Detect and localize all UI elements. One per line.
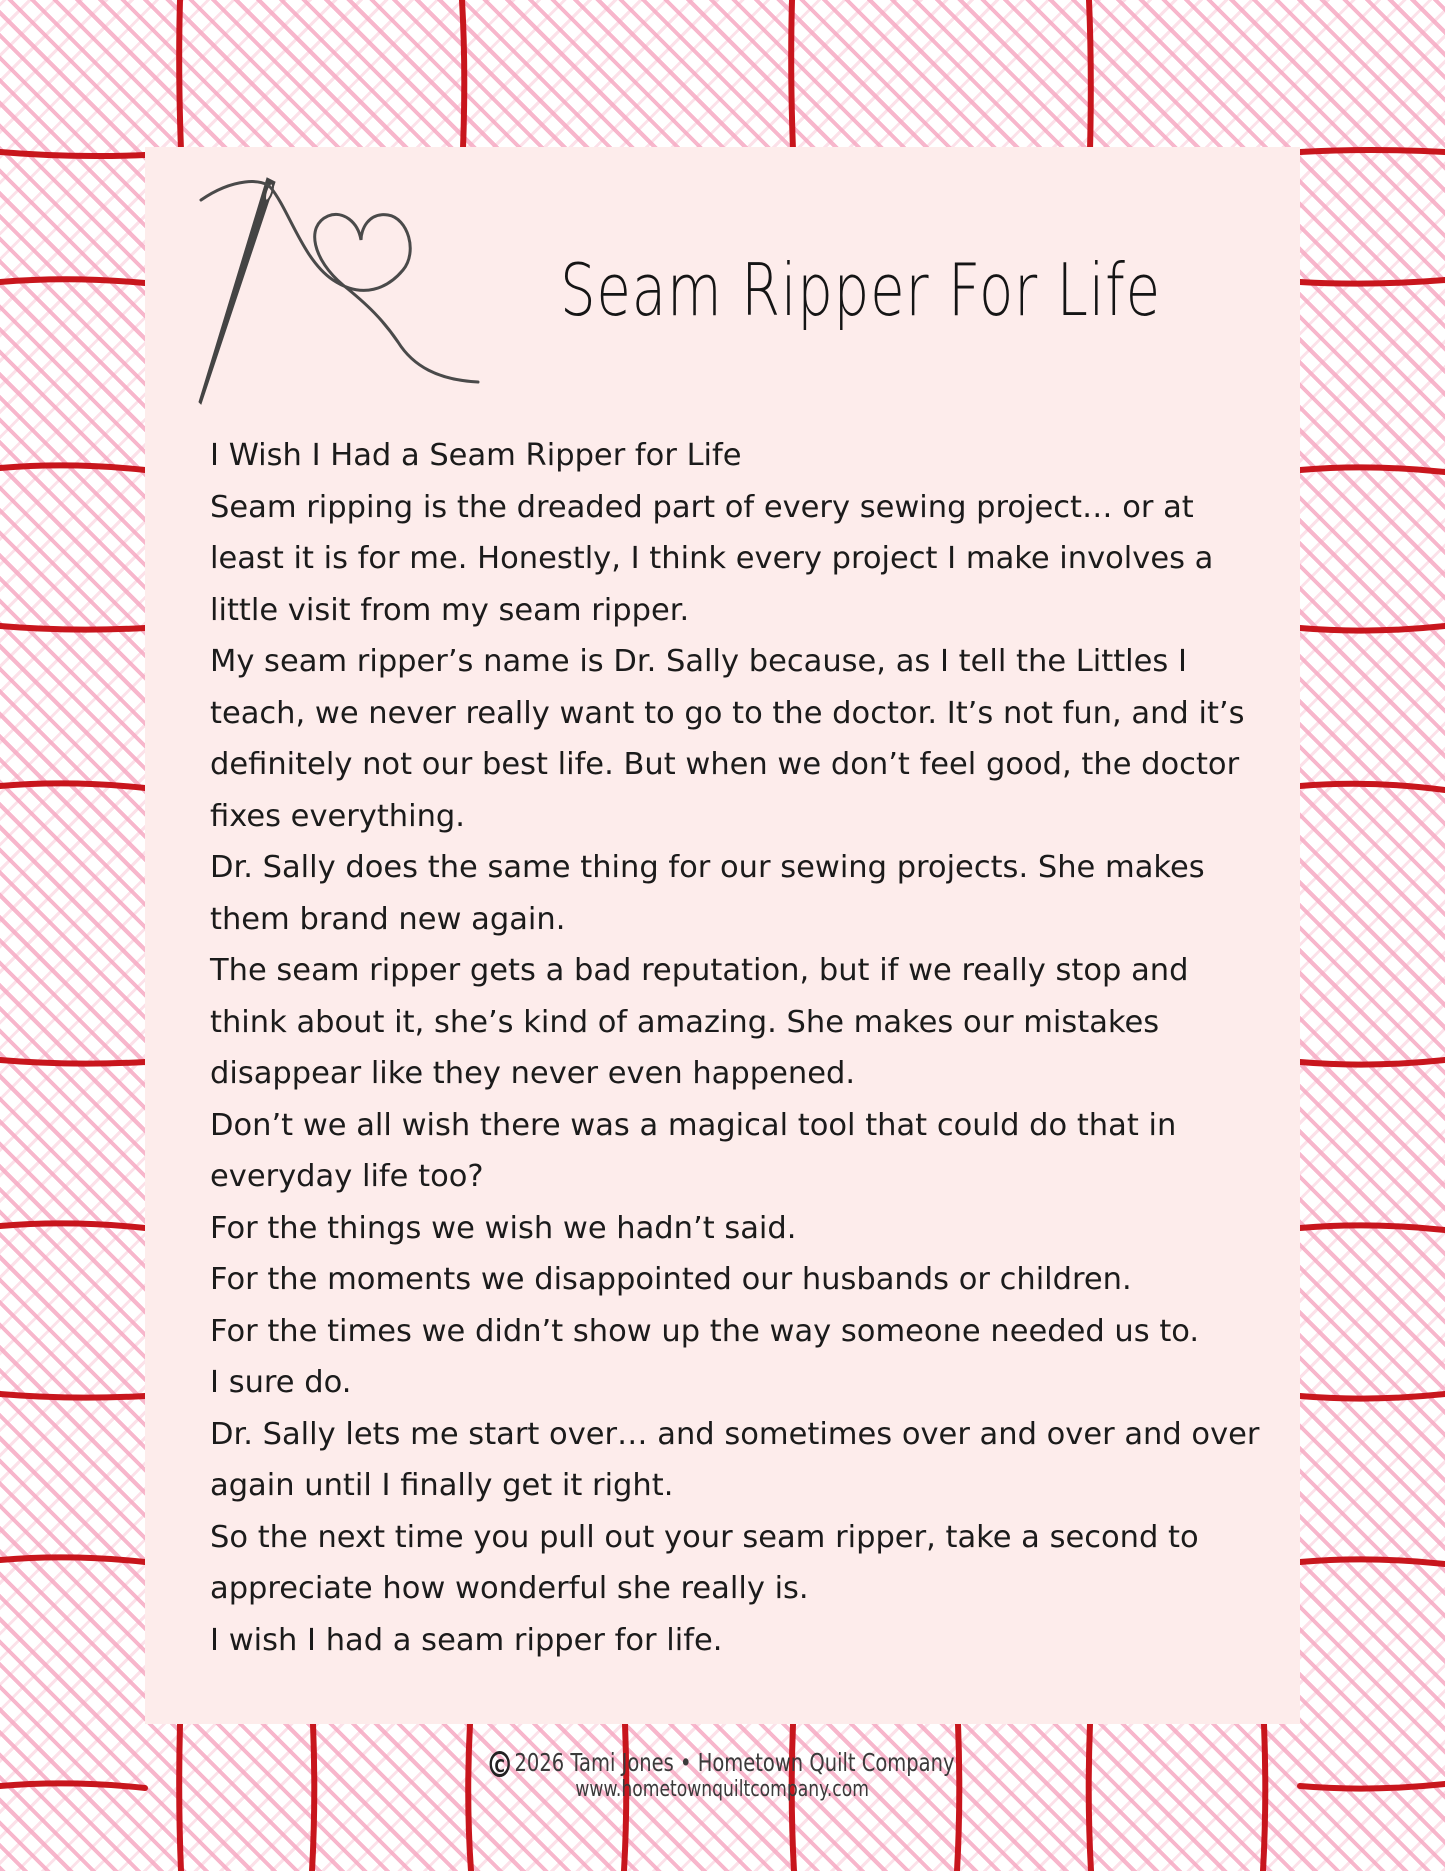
footer — [0, 1748, 1445, 1802]
paragraph: For the moments we disappointed our husbands or children. — [210, 1262, 1132, 1297]
paragraph: Dr. Sally does the same thing for our sewing projects. She makes them brand new again. — [210, 850, 1205, 937]
paragraph: For the times we didn’t show up the way someone needed us to. — [210, 1313, 1200, 1349]
footer-website-link[interactable]: www.hometownquiltcompany.com — [575, 1777, 870, 1802]
paragraph: Don’t we all wish there was a magical tool that could do that in everyday life too? — [210, 1107, 1177, 1194]
paragraph: I wish I had a seam ripper for life. — [210, 1622, 723, 1658]
paragraph: For the things we wish we hadn’t said. — [210, 1210, 797, 1246]
page-title: Seam Ripper For Life — [560, 248, 1162, 332]
paragraph: I sure do. — [210, 1365, 352, 1400]
paragraph: I Wish I Had a Seam Ripper for Life — [210, 438, 742, 473]
article-body — [210, 430, 1270, 1666]
paragraph: So the next time you pull out your seam ripper, take a second to appreciate how wonderful she really is. — [210, 1519, 1199, 1606]
paragraph: My seam ripper’s name is Dr. Sally because, as I tell the Littles I teach, we never really want to go to the doctor. It’s not fun, and it’s definitely not our best life. But when we don’t feel good, the doctor fixes everything. — [210, 644, 1245, 834]
paragraph: Seam ripping is the dreaded part of every sewing project… or at least it is for me. Honestly, I think every project I make involves a little visit from my seam ripper. — [210, 489, 1214, 628]
paragraph: Dr. Sally lets me start over… and sometimes over and over and over again until I finally get it right. — [210, 1416, 1260, 1503]
footer-credit: 2026 Tami Jones • Hometown Quilt Company — [514, 1748, 955, 1777]
footer-copyright — [490, 1748, 955, 1778]
paragraph: The seam ripper gets a bad reputation, but if we really stop and think about it, she’s kind of amazing. She makes our mistakes disappear like they never even happened. — [210, 953, 1189, 1091]
copyright-icon: C — [490, 1751, 510, 1777]
needle-and-heart-thread-icon — [193, 170, 493, 410]
